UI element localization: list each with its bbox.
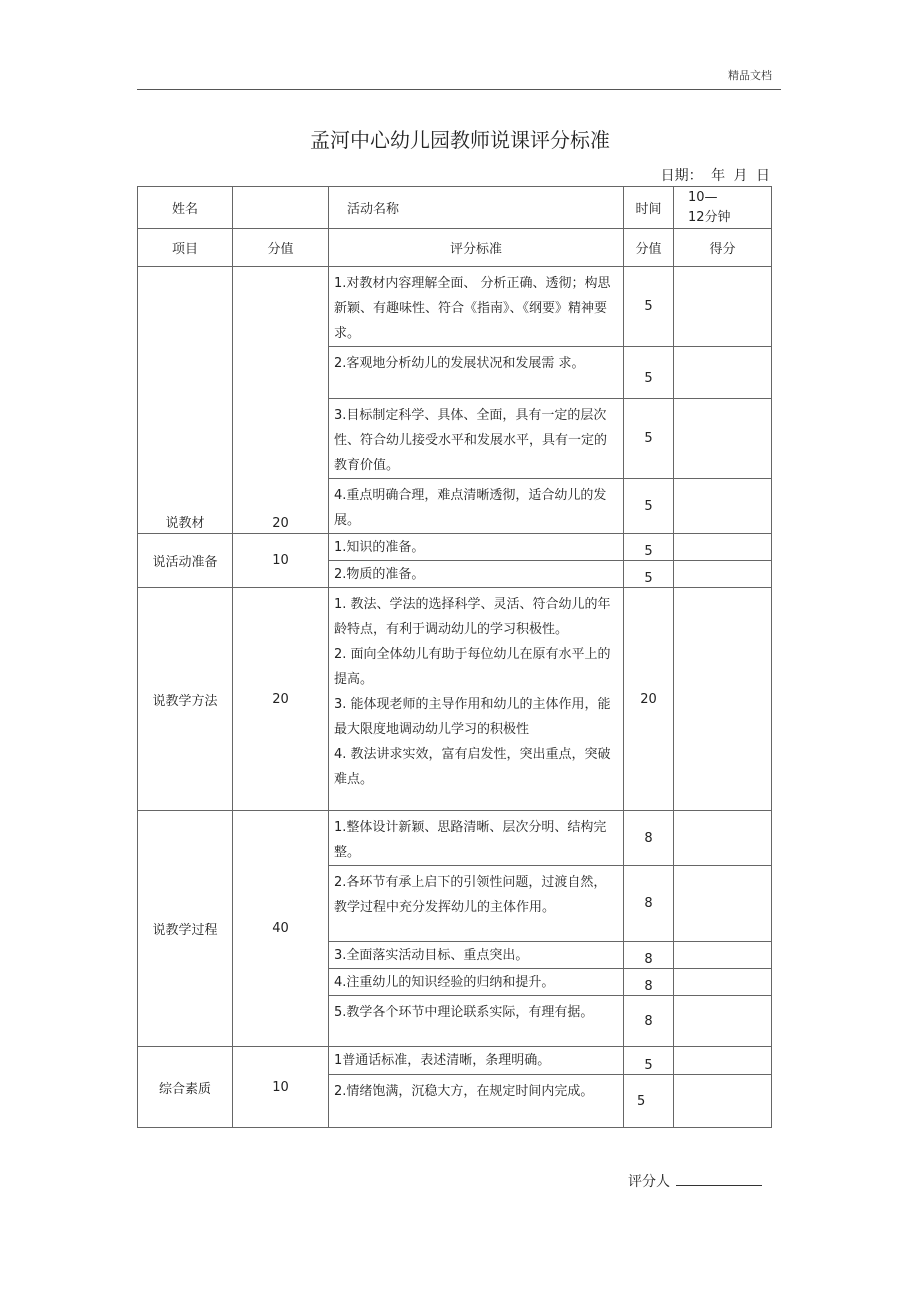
criterion-text: 4.重点明确合理，难点清晰透彻，适合幼儿的发展。 (329, 479, 624, 534)
activity-label: 活动名称 (329, 187, 624, 229)
criterion-text: 4.注重幼儿的知识经验的归纳和提升。 (329, 969, 624, 996)
criterion-points: 5 (624, 399, 674, 479)
rater-label: 评分人 (628, 1174, 670, 1190)
section-item: 说教学过程 (138, 811, 233, 1047)
score-field[interactable] (674, 1047, 772, 1075)
score-field[interactable] (674, 267, 772, 347)
header-note: 精品文档 (728, 69, 772, 82)
criterion-points: 5 (624, 347, 674, 399)
criterion-text: 1.知识的准备。 (329, 534, 624, 561)
score-field[interactable] (674, 534, 772, 561)
criterion-points: 8 (624, 996, 674, 1047)
criterion-text: 2.物质的准备。 (329, 561, 624, 588)
criterion-text: 1.对教材内容理解全面、 分析正确、透彻；构思新颖、有趣味性、符合《指南》、《纲要》精神要求。 (329, 267, 624, 347)
score-field[interactable] (674, 399, 772, 479)
criterion-text: 1普通话标准，表述清晰，条理明确。 (329, 1047, 624, 1075)
criterion-points: 20 (624, 588, 674, 811)
section-value: 40 (233, 811, 329, 1047)
rater-line (628, 1171, 762, 1191)
score-field[interactable] (674, 1075, 772, 1128)
score-field[interactable] (674, 347, 772, 399)
column-header-row (138, 229, 772, 267)
criterion-text: 3.目标制定科学、具体、全面，具有一定的层次性、符合幼儿接受水平和发展水平，具有一定的教育价值。 (329, 399, 624, 479)
criterion-points: 5 (624, 479, 674, 534)
criterion-points: 8 (624, 969, 674, 996)
criterion-points: 5 (624, 267, 674, 347)
col-score: 得分 (674, 229, 772, 267)
criterion-text: 5.教学各个环节中理论联系实际，有理有据。 (329, 996, 624, 1047)
section-value: 20 (233, 588, 329, 811)
name-field[interactable] (233, 187, 329, 229)
table-row (138, 267, 772, 347)
section-item: 综合素质 (138, 1047, 233, 1128)
section-value: 20 (233, 267, 329, 534)
scoring-table (137, 186, 772, 1128)
criterion-text: 1.整体设计新颖、思路清晰、层次分明、结构完整。 (329, 811, 624, 866)
criterion-points: 8 (624, 811, 674, 866)
header-rule (137, 89, 781, 90)
criterion-points: 5 (624, 534, 674, 561)
time-value-line2: 12分钟 (688, 209, 731, 225)
criterion-points: 8 (624, 866, 674, 942)
criterion-text: 1. 教法、学法的选择科学、灵活、符合幼儿的年龄特点，有利于调动幼儿的学习积极性。 2. 面向全体幼儿有助于每位幼儿在原有水平上的提高。 3. 能体现老师的主导作用和幼儿的主体作用，能最大限度地调动幼儿学习的积极性 4. 教法讲求实效，富有启发性，突出重点，突破难点。 (329, 588, 624, 811)
criterion-points: 5 (624, 561, 674, 588)
criterion-points: 5 (624, 1075, 674, 1128)
time-label: 时间 (624, 187, 674, 229)
time-value (674, 187, 772, 229)
score-field[interactable] (674, 942, 772, 969)
criterion-text: 3.全面落实活动目标、重点突出。 (329, 942, 624, 969)
score-field[interactable] (674, 479, 772, 534)
criterion-points: 5 (624, 1047, 674, 1075)
col-item: 项目 (138, 229, 233, 267)
score-field[interactable] (674, 866, 772, 942)
page-title: 孟河中心幼儿园教师说课评分标准 (310, 128, 610, 152)
col-points: 分值 (624, 229, 674, 267)
section-item: 说活动准备 (138, 534, 233, 588)
table-row (138, 1047, 772, 1075)
table-row (138, 534, 772, 561)
criterion-points: 8 (624, 942, 674, 969)
criterion-text: 2.各环节有承上启下的引领性问题，过渡自然，教学过程中充分发挥幼儿的主体作用。 (329, 866, 624, 942)
score-field[interactable] (674, 588, 772, 811)
table-row (138, 811, 772, 866)
section-item: 说教学方法 (138, 588, 233, 811)
score-field[interactable] (674, 996, 772, 1047)
score-field[interactable] (674, 811, 772, 866)
col-value: 分值 (233, 229, 329, 267)
rater-signature-field[interactable] (676, 1171, 762, 1186)
info-row (138, 187, 772, 229)
name-label: 姓名 (138, 187, 233, 229)
score-field[interactable] (674, 561, 772, 588)
time-value-line1: 10— (688, 189, 718, 205)
criterion-text: 2.情绪饱满，沉稳大方，在规定时间内完成。 (329, 1075, 624, 1128)
criterion-text: 2.客观地分析幼儿的发展状况和发展需 求。 (329, 347, 624, 399)
table-row (138, 588, 772, 811)
section-value: 10 (233, 1047, 329, 1128)
col-criteria: 评分标准 (329, 229, 624, 267)
date-line: 日期： 年 月 日 (660, 168, 770, 184)
section-item: 说教材 (138, 267, 233, 534)
section-value: 10 (233, 534, 329, 588)
score-field[interactable] (674, 969, 772, 996)
